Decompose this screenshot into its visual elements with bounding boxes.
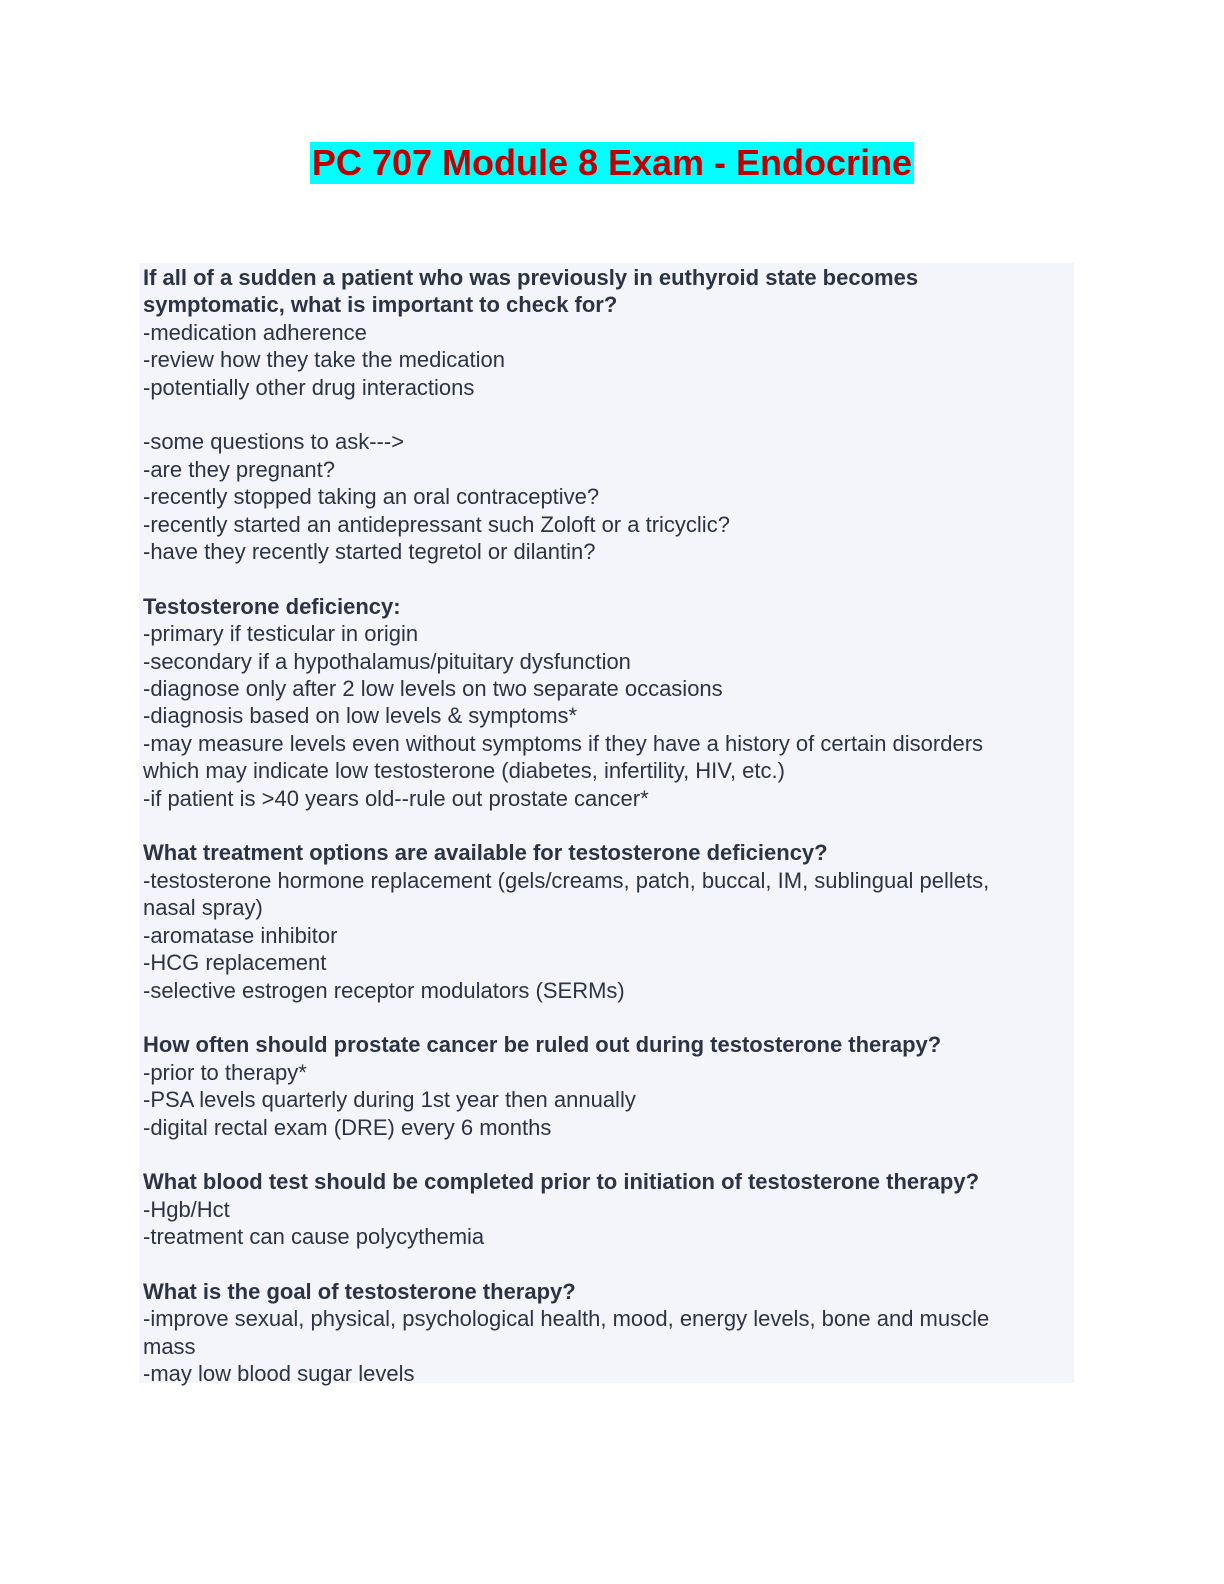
answer-line: -Hgb/Hct: [143, 1196, 230, 1222]
answer-line: -are they pregnant?: [143, 456, 336, 482]
question-heading: What is the goal of testosterone therapy?: [143, 1278, 576, 1304]
blank-line: [143, 812, 1070, 839]
page-title: PC 707 Module 8 Exam - Endocrine: [311, 142, 913, 183]
question-heading: What treatment options are available for testosterone deficiency?: [143, 840, 828, 866]
answer-line: -recently stopped taking an oral contraceptive?: [143, 484, 600, 510]
answer-line: -aromatase inhibitor: [143, 922, 338, 948]
blank-line: [143, 1004, 1070, 1031]
answer-line: -selective estrogen receptor modulators (SERMs): [143, 977, 625, 1003]
answer-line: -medication adherence: [143, 319, 367, 345]
answer-line: -HCG replacement: [143, 950, 327, 976]
blank-line: [143, 1141, 1070, 1168]
blank-line: [143, 565, 1070, 592]
question-heading: symptomatic, what is important to check for?: [143, 292, 618, 318]
answer-line: mass: [143, 1333, 196, 1359]
question-heading: What blood test should be completed prior to initiation of testosterone therapy?: [143, 1169, 980, 1195]
answer-line: -digital rectal exam (DRE) every 6 months: [143, 1114, 552, 1140]
blank-line: [143, 1251, 1070, 1278]
answer-line: -prior to therapy*: [143, 1059, 307, 1085]
answer-line: -secondary if a hypothalamus/pituitary dysfunction: [143, 648, 631, 674]
answer-line: -diagnosis based on low levels & symptoms*: [143, 703, 578, 729]
answer-line: nasal spray): [143, 895, 263, 921]
answer-line: -have they recently started tegretol or dilantin?: [143, 539, 596, 565]
answer-line: -review how they take the medication: [143, 347, 505, 373]
question-heading: Testosterone deficiency:: [143, 593, 401, 619]
answer-line: -improve sexual, physical, psychological health, mood, energy levels, bone and muscle: [143, 1306, 990, 1332]
answer-line: -may low blood sugar levels: [143, 1361, 415, 1387]
answer-line: -diagnose only after 2 low levels on two separate occasions: [143, 676, 723, 702]
study-notes-content: [143, 264, 1070, 1388]
answer-line: -recently started an antidepressant such Zoloft or a tricyclic?: [143, 511, 730, 537]
question-heading: If all of a sudden a patient who was previously in euthyroid state becomes: [143, 265, 919, 290]
answer-line: -testosterone hormone replacement (gels/creams, patch, buccal, IM, sublingual pellets,: [143, 867, 990, 893]
answer-line: -some questions to ask--->: [143, 429, 405, 455]
answer-line: -PSA levels quarterly during 1st year then annually: [143, 1087, 636, 1113]
blank-line: [143, 401, 1070, 428]
study-notes-panel: [139, 263, 1074, 1387]
answer-line: -treatment can cause polycythemia: [143, 1224, 485, 1250]
answer-line: -may measure levels even without symptoms if they have a history of certain disorders: [143, 730, 984, 756]
answer-line: -primary if testicular in origin: [143, 621, 419, 647]
answer-line: which may indicate low testosterone (diabetes, infertility, HIV, etc.): [143, 758, 785, 784]
question-heading: How often should prostate cancer be ruled out during testosterone therapy?: [143, 1032, 942, 1058]
page-title-container: [0, 142, 1224, 184]
answer-line: -if patient is >40 years old--rule out prostate cancer*: [143, 785, 649, 811]
answer-line: -potentially other drug interactions: [143, 374, 475, 400]
